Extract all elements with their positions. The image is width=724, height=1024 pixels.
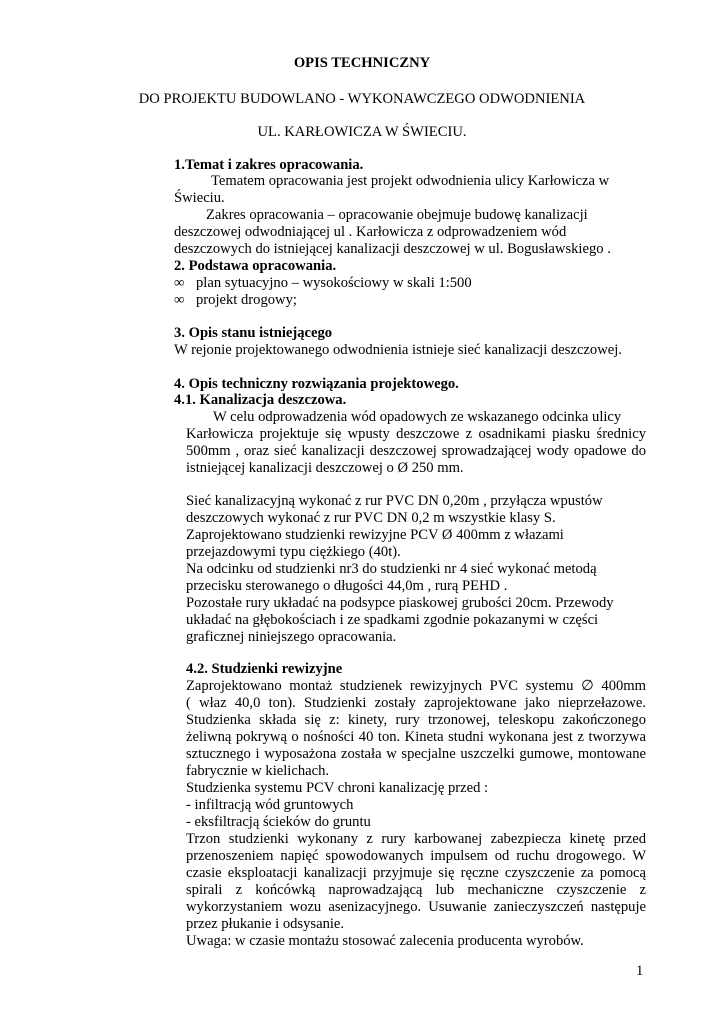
section-1-text: Świeciu.	[174, 190, 225, 206]
section-3-text: W rejonie projektowanego odwodnienia istnieje sieć kanalizacji deszczowej.	[174, 342, 622, 358]
section-4-1-text: 500mm , oraz sieć kanalizacji deszczowej sprowadzającej wody opadowe do	[186, 443, 646, 459]
section-4-2-text: Studzienka systemu PCV chroni kanalizację przed :	[186, 780, 489, 796]
section-1-heading: 1.Temat i zakres opracowania.	[174, 157, 364, 173]
section-3-heading: 3. Opis stanu istniejącego	[174, 325, 333, 341]
doc-title: OPIS TECHNICZNY	[293, 55, 431, 71]
section-4-2-text: Studzienka składa się z: kinety, rury trzonowej, teleskopu zakończonego	[186, 712, 646, 728]
section-4-2-text: - eksfiltracją ścieków do gruntu	[186, 814, 371, 830]
section-4-1-text: W celu odprowadzenia wód opadowych ze wskazanego odcinka ulicy	[213, 409, 622, 425]
section-1-text: Zakres opracowania – opracowanie obejmuje budowę kanalizacji	[206, 207, 588, 223]
section-4-1-text: przecisku sterowanego o długości 44,0m , rurą PEHD .	[186, 578, 508, 594]
bullet-icon: ∞	[174, 275, 185, 291]
bullet-icon: ∞	[174, 292, 185, 308]
section-4-2-text: Uwaga: w czasie montażu stosować zalecenia producenta wyrobów.	[186, 933, 584, 949]
section-4-2-text: Zaprojektowano montaż studzienek rewizyjnych PVC systemu ∅ 400mm	[186, 678, 646, 694]
section-1-text: deszczowej odwodniającej ul . Karłowicza z odprowadzeniem wód	[174, 224, 567, 240]
section-4-2-text: przez płukanie i odsysanie.	[186, 916, 345, 932]
section-4-1-text: deszczowych wykonać z rur PVC DN 0,2 m wszystkie klasy S.	[186, 510, 556, 526]
section-4-2-text: czasie eksploatacji kanalizacji przyjmuje się ręczne czyszczenie za pomocą	[186, 865, 646, 881]
section-1-text: Tematem opracowania jest projekt odwodnienia ulicy Karłowicza w	[211, 173, 610, 189]
section-4-1-text: przejazdowymi typu ciężkiego (40t).	[186, 544, 401, 560]
section-4-heading: 4. Opis techniczny rozwiązania projektowego.	[174, 376, 459, 392]
page-number: 1	[636, 963, 644, 979]
section-4-2-text: wykorzystaniem wozu asenizacyjnego. Usuwanie zanieczyszczeń następuje	[186, 899, 646, 915]
section-4-2-text: Trzon studzienki wykonany z rury karbowanej zabezpiecza kinetę przed	[186, 831, 646, 847]
section-4-1-heading: 4.1. Kanalizacja deszczowa.	[174, 392, 347, 408]
section-1-text: deszczowych do istniejącej kanalizacji deszczowej w ul. Bogusławskiego .	[174, 241, 611, 257]
section-4-2-text: żeliwną pokrywą o nośności 40 ton. Kineta studni wykonana jest z tworzywa	[186, 729, 646, 745]
section-4-1-text: Sieć kanalizacyjną wykonać z rur PVC DN 0,20m , przyłącza wpustów	[186, 493, 603, 509]
section-4-1-text: Zaprojektowano studzienki rewizyjne PCV Ø 400mm z włazami	[186, 527, 564, 543]
section-4-2-text: - infiltracją wód gruntowych	[186, 797, 354, 813]
section-4-2-text: spirali z końcówką naprowadzającą lub mechaniczne czyszczenie z	[186, 882, 646, 898]
list-item: ∞ projekt drogowy;	[174, 292, 297, 308]
doc-location: UL. KARŁOWICZA W ŚWIECIU.	[257, 124, 467, 140]
doc-subtitle: DO PROJEKTU BUDOWLANO - WYKONAWCZEGO ODWODNIENIA	[138, 91, 586, 107]
section-4-2-text: przenoszeniem napięć spowodowanych impulsem od ruchu drogowego. W	[186, 848, 646, 864]
section-4-1-text: graficznej niniejszego opracowania.	[186, 629, 397, 645]
section-4-2-text: ( właz 40,0 ton). Studzienki zostały zaprojektowane jako nieprzełazowe.	[186, 695, 646, 711]
section-4-1-text: Na odcinku od studzienki nr3 do studzienki nr 4 sieć wykonać metodą	[186, 561, 597, 577]
section-4-2-text: sztucznego i wyposażona została w specjalne uszczelki gumowe, montowane	[186, 746, 646, 762]
section-4-2-text: fabrycznie w kielichach.	[186, 763, 330, 779]
section-4-2-heading: 4.2. Studzienki rewizyjne	[186, 661, 343, 677]
section-4-1-text: układać na głębokościach i ze spadkami zgodnie pokazanymi w części	[186, 612, 599, 628]
list-item: ∞ plan sytuacyjno – wysokościowy w skali 1:500	[174, 275, 472, 291]
section-4-1-text: Pozostałe rury układać na podsypce piaskowej grubości 20cm. Przewody	[186, 595, 614, 611]
section-4-1-text: istniejącej kanalizacji deszczowej o Ø 250 mm.	[186, 460, 464, 476]
section-4-1-text: Karłowicza projektuje się wpusty deszczowe z osadnikami piasku średnicy	[186, 426, 646, 442]
section-2-heading: 2. Podstawa opracowania.	[174, 258, 337, 274]
